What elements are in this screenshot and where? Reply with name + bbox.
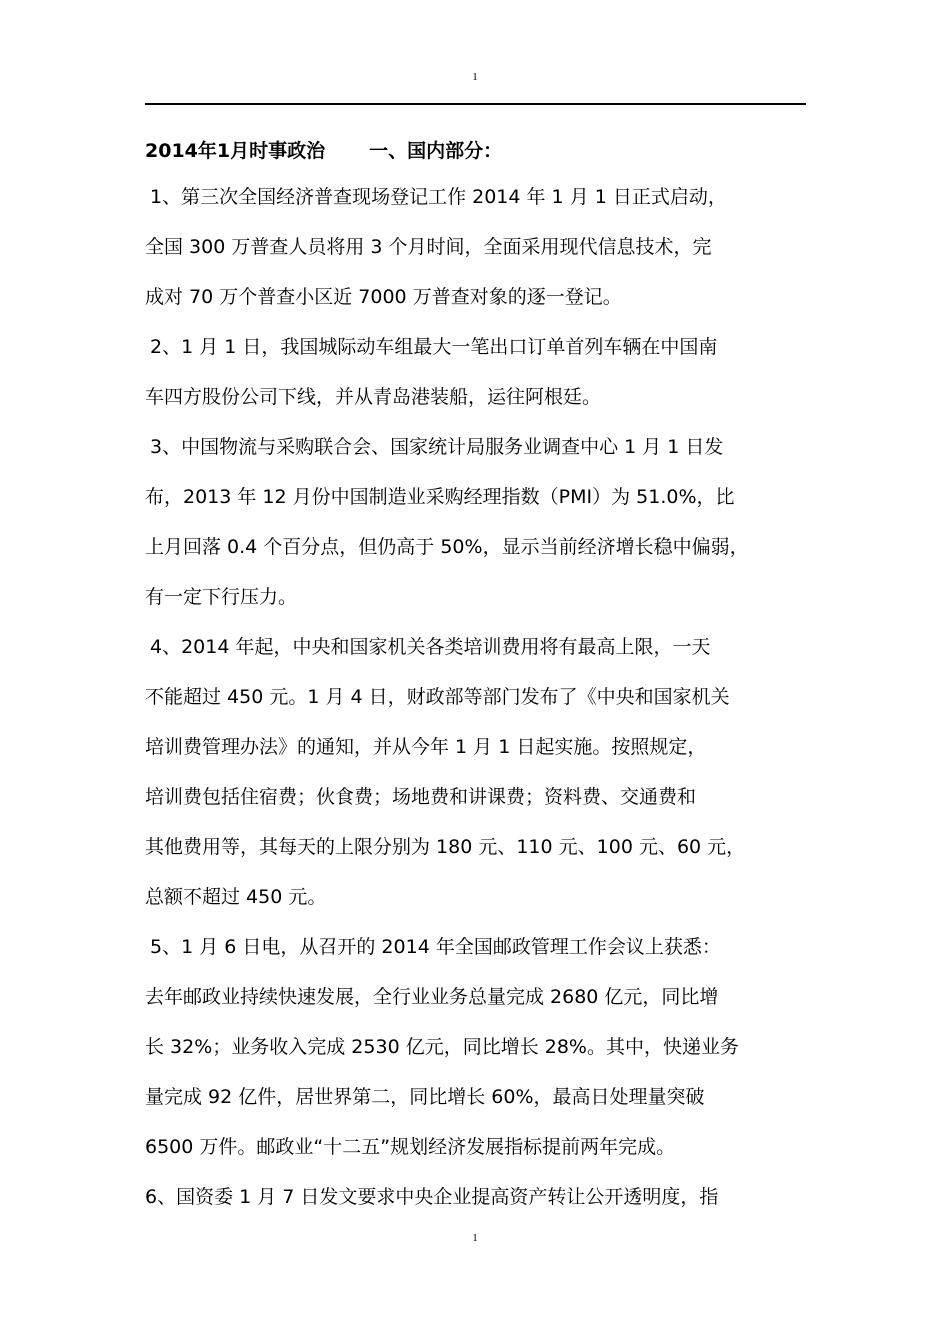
news-item-5 [145, 922, 825, 1172]
page-number-top: 1 [472, 71, 478, 83]
paragraph-line: 布，2013 年 12 月份中国制造业采购经理指数（PMI）为 51.0%，比 [145, 486, 735, 508]
news-item-6 [145, 1172, 825, 1222]
paragraph-line: 成对 70 万个普查小区近 7000 万普查对象的逐一登记。 [145, 286, 622, 308]
heading-section: 一、国内部分： [369, 140, 503, 162]
paragraph-line: 量完成 92 亿件，居世界第二，同比增长 60%，最高日处理量突破 [145, 1086, 705, 1108]
paragraph-line: 全国 300 万普查人员将用 3 个月时间，全面采用现代信息技术，完 [145, 236, 712, 258]
page-number-bottom: 1 [472, 1232, 478, 1244]
paragraph-line: 6500 万件。邮政业“十二五”规划经济发展指标提前两年完成。 [145, 1136, 676, 1158]
paragraph-line: 其他费用等，其每天的上限分别为 180 元、110 元、100 元、60 元， [145, 836, 746, 858]
news-item-2 [145, 322, 825, 422]
document-heading [145, 130, 825, 172]
paragraph-line: 6、国资委 1 月 7 日发文要求中央企业提高资产转让公开透明度，指 [145, 1186, 719, 1208]
paragraph-line: 培训费包括住宿费；伙食费；场地费和讲课费；资料费、交通费和 [145, 786, 697, 808]
paragraph-line: 1、第三次全国经济普查现场登记工作 2014 年 1 月 1 日正式启动， [150, 186, 727, 208]
paragraph-line: 有一定下行压力。 [145, 586, 298, 608]
document-body [145, 130, 825, 1222]
paragraph-line: 总额不超过 450 元。 [145, 886, 327, 908]
paragraph-line: 3、中国物流与采购联合会、国家统计局服务业调查中心 1 月 1 日发 [150, 436, 724, 458]
news-item-1 [145, 172, 825, 322]
paragraph-line: 4、2014 年起，中央和国家机关各类培训费用将有最高上限，一天 [150, 636, 711, 658]
news-item-4 [145, 622, 825, 922]
paragraph-line: 去年邮政业持续快速发展，全行业业务总量完成 2680 亿元，同比增 [145, 986, 719, 1008]
paragraph-line: 培训费管理办法》的通知，并从今年 1 月 1 日起实施。按照规定， [145, 736, 707, 758]
heading-title: 2014年1月时事政治 [145, 140, 326, 162]
paragraph-line: 不能超过 450 元。1 月 4 日，财政部等部门发布了《中央和国家机关 [145, 686, 730, 708]
paragraph-line: 5、1 月 6 日电，从召开的 2014 年全国邮政管理工作会议上获悉： [150, 936, 721, 958]
header-rule [145, 103, 806, 105]
paragraph-line: 车四方股份公司下线，并从青岛港装船，运往阿根廷。 [145, 386, 602, 408]
paragraph-line: 长 32%；业务收入完成 2530 亿元，同比增长 28%。其中，快递业务 [145, 1036, 739, 1058]
news-item-3 [145, 422, 825, 622]
paragraph-line: 2、1 月 1 日，我国城际动车组最大一笔出口订单首列车辆在中国南 [150, 336, 718, 358]
paragraph-line: 上月回落 0.4 个百分点，但仍高于 50%，显示当前经济增长稳中偏弱， [145, 536, 749, 558]
